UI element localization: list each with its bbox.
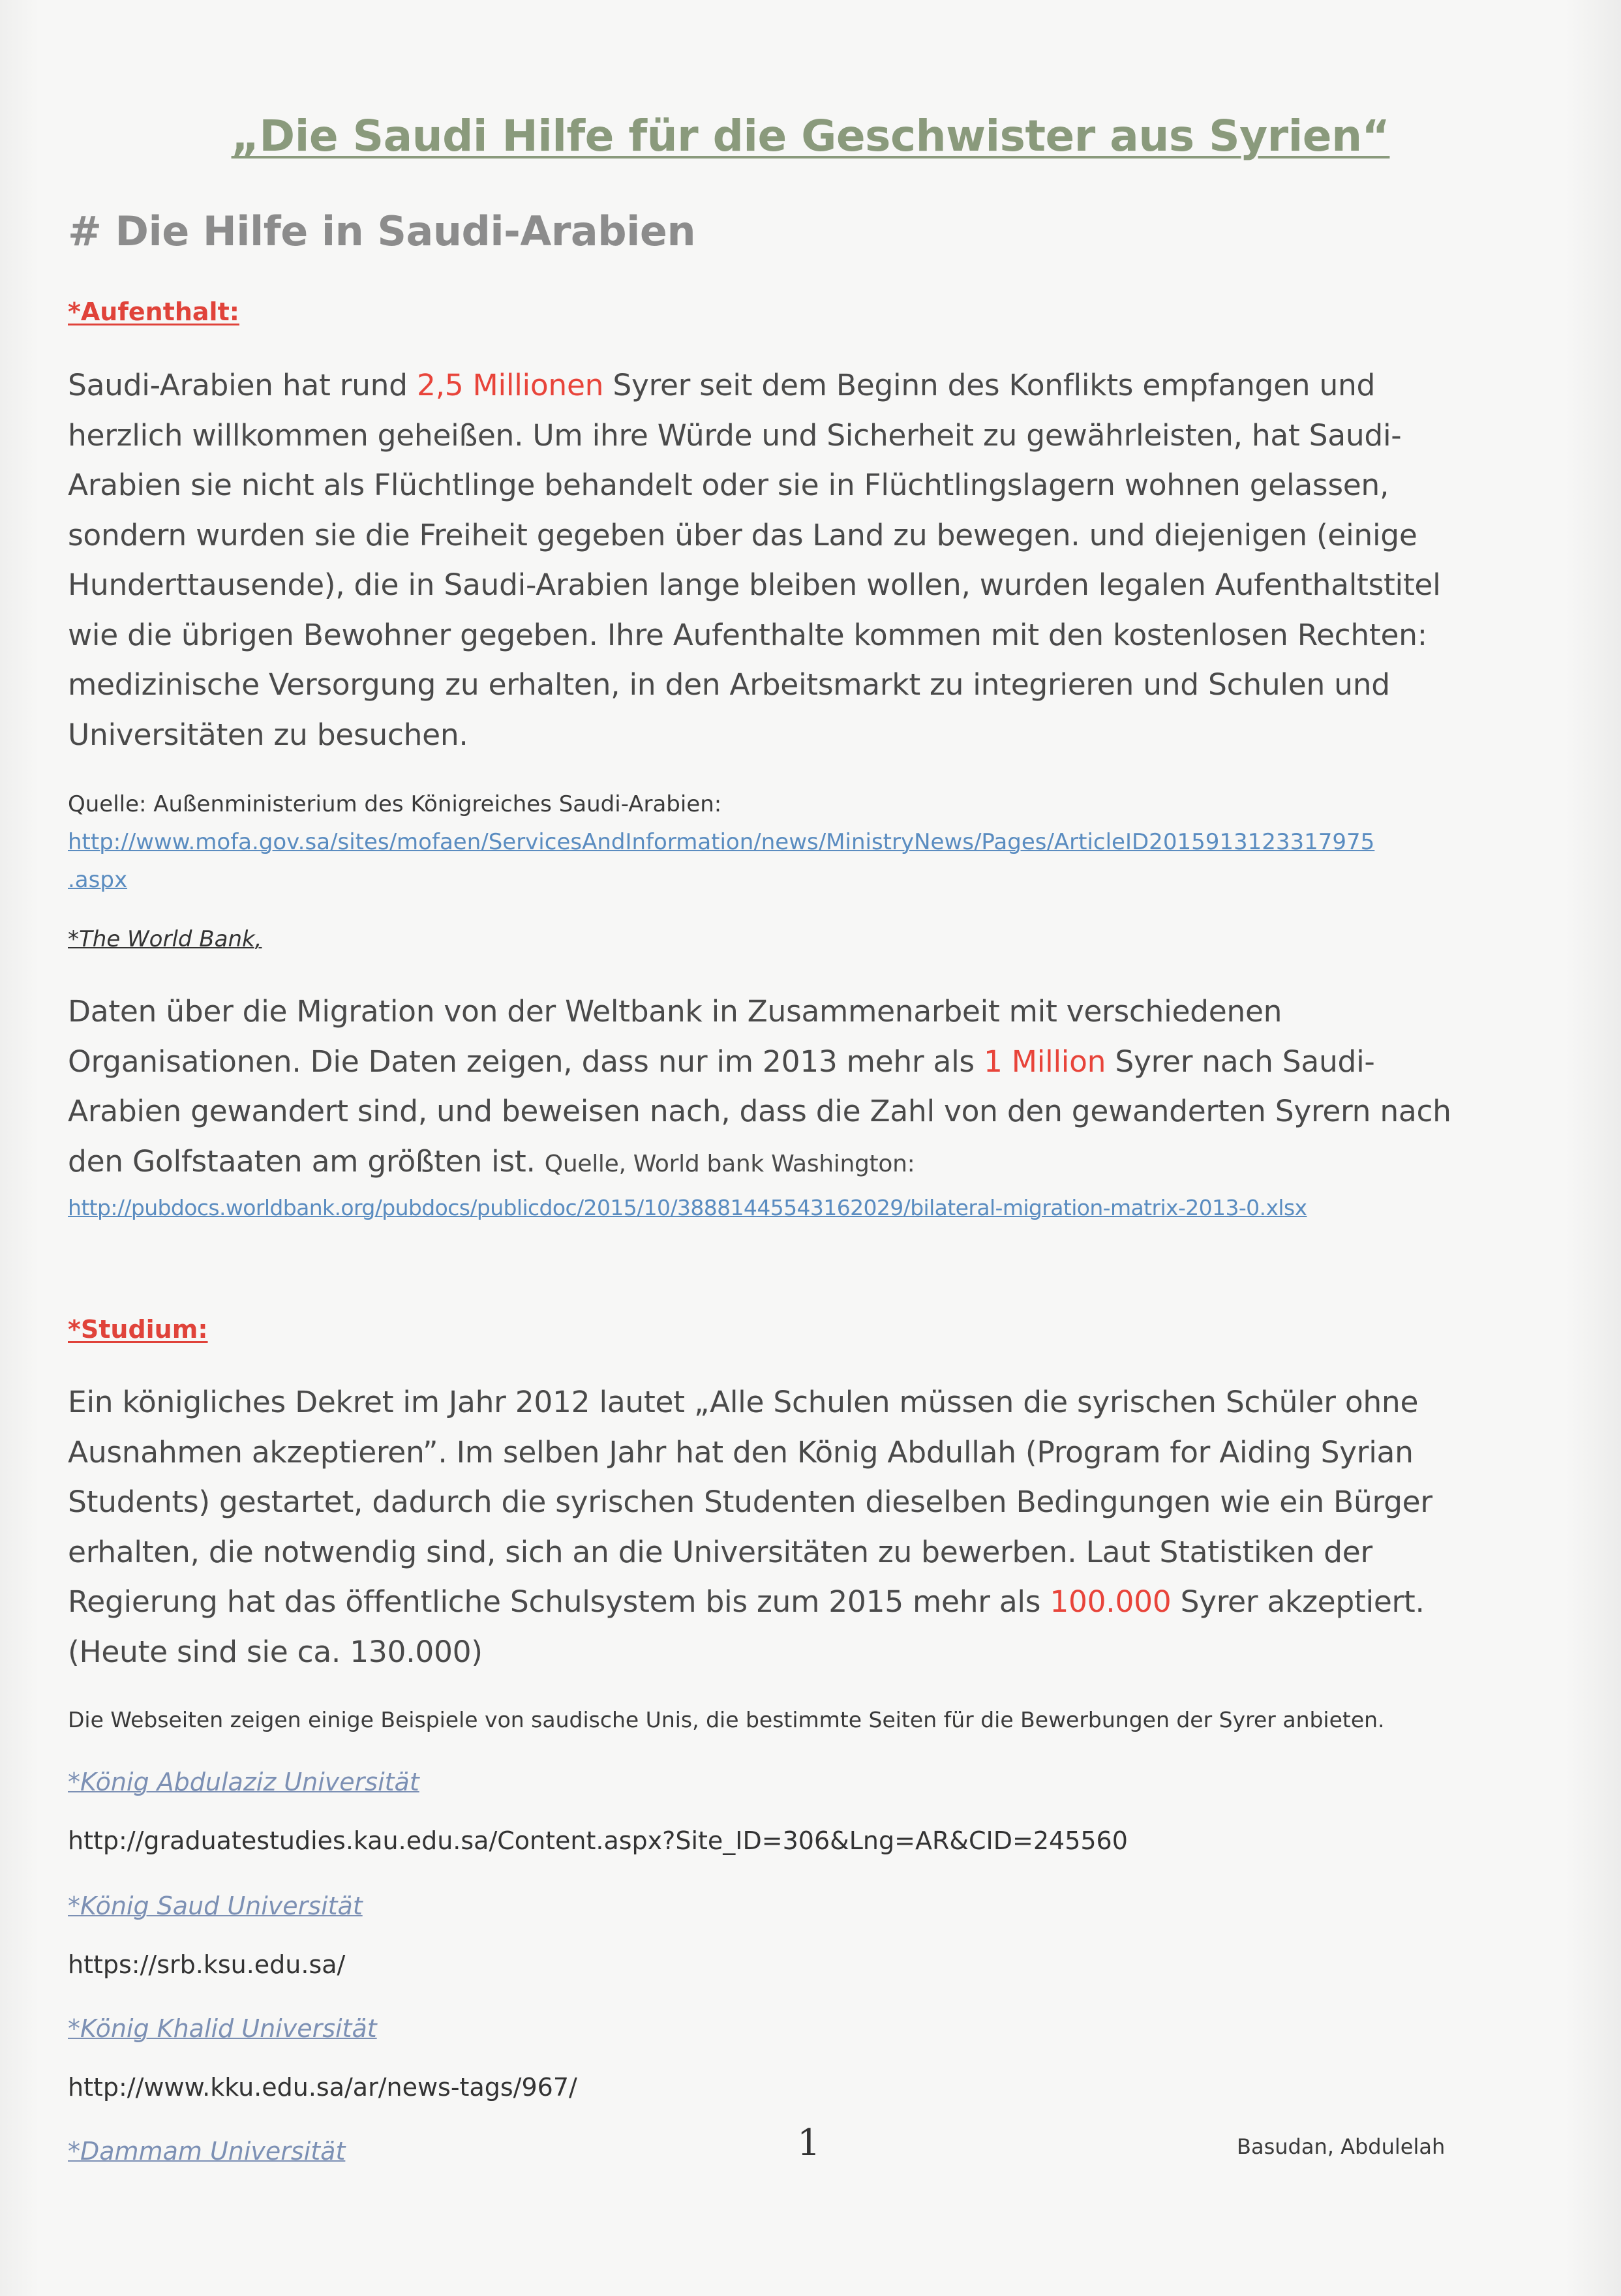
text-segment: (Heute sind sie ca. 130.000) xyxy=(68,1634,483,1669)
worldbank-line xyxy=(68,1037,1562,1087)
text-segment: erhalten, die notwendig sind, sich an die Universitäten zu bewerben. Laut Statistiken der xyxy=(68,1534,1372,1569)
source-text: Quelle: Außenministerium des Königreiches Saudi-Arabien: xyxy=(68,791,722,817)
text-segment: Syrer nach Saudi- xyxy=(1106,1044,1375,1079)
highlighted-number: 100.000 xyxy=(1050,1584,1172,1619)
aufenthalt-line xyxy=(68,710,1562,761)
worldbank-last-line xyxy=(68,1137,1562,1190)
studium-line xyxy=(68,1627,1562,1678)
text-segment: wie die übrigen Bewohner gegeben. Ihre Aufenthalte kommen mit den kostenlosen Rechten: xyxy=(68,617,1427,652)
text-segment: Organisationen. Die Daten zeigen, dass nur im 2013 mehr als xyxy=(68,1044,984,1079)
text-segment: Saudi-Arabien hat rund xyxy=(68,368,417,402)
university-url[interactable]: http://www.kku.edu.sa/ar/news-tags/967/ xyxy=(68,2073,577,2102)
aufenthalt-paragraph xyxy=(68,361,1562,760)
studium-line xyxy=(68,1477,1562,1528)
studium-label: *Studium: xyxy=(68,1315,208,1344)
text-segment: Syrer akzeptiert. xyxy=(1171,1584,1425,1619)
text-segment: Hunderttausende), die in Saudi-Arabien lange bleiben wollen, wurden legalen Aufenthaltstitel xyxy=(68,567,1441,602)
studium-line xyxy=(68,1378,1562,1428)
university-link[interactable]: *König Abdulaziz Universität xyxy=(68,1768,419,1796)
text-segment: Syrer seit dem Beginn des Konflikts empfangen und xyxy=(603,368,1376,402)
aufenthalt-line xyxy=(68,361,1562,411)
text-segment: Ein königliches Dekret im Jahr 2012 lautet „Alle Schulen müssen die syrischen Schüler ohne xyxy=(68,1385,1419,1419)
aufenthalt-line xyxy=(68,660,1562,710)
university-link[interactable]: *Dammam Universität xyxy=(68,2137,346,2166)
text-segment: herzlich willkommen geheißen. Um ihre Würde und Sicherheit zu gewährleisten, hat Saudi- xyxy=(68,417,1402,453)
section-heading: # Die Hilfe in Saudi-Arabien xyxy=(68,207,696,255)
page-number: 1 xyxy=(797,2122,821,2164)
universities-note: Die Webseiten zeigen einige Beispiele von saudische Unis, die bestimmte Seiten für die Bewerbungen der Syrer anbieten. xyxy=(68,1707,1385,1732)
aufenthalt-line xyxy=(68,560,1562,611)
highlighted-number: 1 Million xyxy=(984,1044,1106,1079)
worldbank-paragraph xyxy=(68,987,1562,1137)
aufenthalt-line xyxy=(68,611,1562,661)
aufenthalt-line xyxy=(68,511,1562,561)
studium-line xyxy=(68,1528,1562,1578)
university-url[interactable]: http://graduatestudies.kau.edu.sa/Content.aspx?Site_ID=306&Lng=AR&CID=245560 xyxy=(68,1826,1128,1855)
text-segment: Arabien gewandert sind, und beweisen nach, dass die Zahl von den gewanderten Syrern nach xyxy=(68,1094,1451,1128)
text-segment: Students) gestartet, dadurch die syrischen Studenten dieselben Bedingungen wie ein Bürger xyxy=(68,1485,1432,1519)
university-link[interactable]: *König Saud Universität xyxy=(68,1892,363,1920)
aufenthalt-line xyxy=(68,411,1562,461)
worldbank-source xyxy=(68,1189,1568,1227)
mofa-link[interactable]: http://www.mofa.gov.sa/sites/mofaen/ServicesAndInformation/news/MinistryNews/Pages/ArticleID2015913123317975 xyxy=(68,829,1375,855)
text-segment: medizinische Versorgung zu erhalten, in den Arbeitsmarkt zu integrieren und Schulen und xyxy=(68,667,1390,702)
text-segment: sondern wurden sie die Freiheit gegeben über das Land zu bewegen. und diejenigen (einige xyxy=(68,517,1417,552)
university-link[interactable]: *König Khalid Universität xyxy=(68,2014,377,2043)
text-segment: Regierung hat das öffentliche Schulsystem bis zum 2015 mehr als xyxy=(68,1584,1050,1619)
worldbank-source-inline: Quelle, World bank Washington: xyxy=(544,1151,915,1177)
studium-line xyxy=(68,1428,1562,1478)
worldbank-label: *The World Bank, xyxy=(68,926,262,952)
text-segment: Arabien sie nicht als Flüchtlinge behandelt oder sie in Flüchtlingslagern wohnen gelassen, xyxy=(68,468,1389,502)
text-segment: Daten über die Migration von der Weltbank in Zusammenarbeit mit verschiedenen xyxy=(68,994,1282,1029)
worldbank-line xyxy=(68,1087,1562,1137)
text-segment: Universitäten zu besuchen. xyxy=(68,717,468,752)
mofa-link-cont[interactable]: .aspx xyxy=(68,867,128,893)
worldbank-line xyxy=(68,987,1562,1037)
text-segment: Ausnahmen akzeptieren”. Im selben Jahr hat den König Abdullah (Program for Aiding Syrian xyxy=(68,1434,1414,1470)
aufenthalt-source xyxy=(68,785,1568,899)
worldbank-last-text: den Golfstaaten am größten ist. xyxy=(68,1144,536,1179)
author-name: Basudan, Abdulelah xyxy=(1237,2134,1446,2159)
aufenthalt-line xyxy=(68,461,1562,511)
university-url[interactable]: https://srb.ksu.edu.sa/ xyxy=(68,1950,346,1979)
studium-paragraph xyxy=(68,1378,1562,1677)
highlighted-number: 2,5 Millionen xyxy=(416,368,604,402)
worldbank-link[interactable]: http://pubdocs.worldbank.org/pubdocs/publicdoc/2015/10/38881445543162029/bilateral-migration-matrix-2013-0.xlsx xyxy=(68,1195,1307,1220)
aufenthalt-label: *Aufenthalt: xyxy=(68,297,239,326)
studium-line xyxy=(68,1577,1562,1627)
page-title: „Die Saudi Hilfe für die Geschwister aus Syrien“ xyxy=(231,111,1390,161)
